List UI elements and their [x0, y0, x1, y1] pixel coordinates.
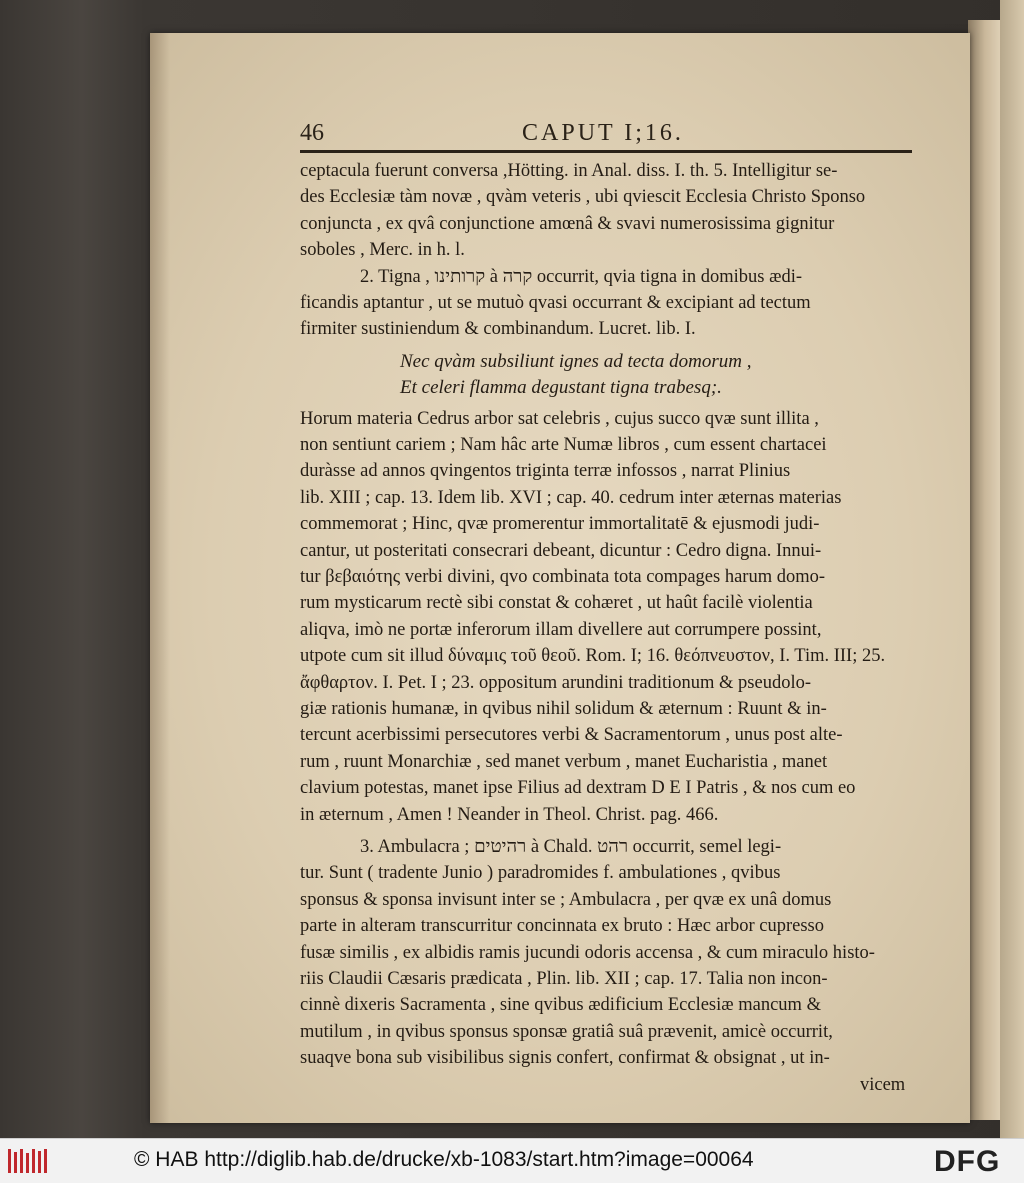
text-line: mutilum , in qvibus sponsus sponsæ gratiâ suâ prævenit, amicè occurrit,	[300, 1021, 833, 1042]
running-head: CAPUT I;16.	[522, 120, 684, 146]
text-line: Horum materia Cedrus arbor sat celebris , cujus succo qvæ sunt illita ,	[300, 408, 819, 429]
text-line: Et celeri flamma degustant tigna trabesq;.	[400, 377, 722, 399]
text-line: tur. Sunt ( tradente Junio ) paradromides f. ambulationes , qvibus	[300, 863, 781, 884]
text-line: duràsse ad annos qvingentos triginta terræ infossos , narrat Plinius	[300, 461, 791, 482]
page-gutter-shadow	[150, 33, 170, 1123]
body-text	[300, 160, 920, 1095]
text-line: cinnè dixeris Sacramenta , sine qvibus ædificium Ecclesiæ mancum &	[300, 995, 821, 1016]
text-line: clavium potestas, manet ipse Filius ad dextram D E I Patris , & nos cum eo	[300, 778, 856, 799]
text-line: vicem	[860, 1074, 906, 1095]
text-line: soboles , Merc. in h. l.	[300, 240, 465, 261]
text-line: Nec qvàm subsiliunt ignes ad tecta domorum ,	[400, 350, 752, 372]
text-line: sponsus & sponsa invisunt inter se ; Ambulacra , per qvæ ex unâ domus	[300, 889, 832, 910]
text-line: des Ecclesiæ tàm novæ , qvàm veteris , ubi qviescit Ecclesia Christo Sponso	[300, 187, 866, 208]
text-line: ficandis aptantur , ut se mutuò qvasi occurrant & excipiant ad tectum	[300, 293, 811, 313]
page-number: 46	[300, 120, 324, 146]
text-line: 2. Tigna , קרותינו à קרה occurrit, qvia tigna in domibus ædi-	[360, 266, 803, 287]
hab-logo-icon	[6, 1147, 48, 1175]
text-line: ceptacula fuerunt conversa ,Hötting. in Anal. diss. I. th. 5. Intelligitur se-	[300, 161, 838, 181]
text-line: rum , ruunt Monarchiæ , sed manet verbum , manet Eucharistia , manet	[300, 751, 828, 772]
image-citation: © HAB http://diglib.hab.de/drucke/xb-1083/start.htm?image=00064	[134, 1148, 754, 1171]
text-line: non sentiunt cariem ; Nam hâc arte Numæ libros , cum essent chartacei	[300, 435, 827, 455]
text-line: lib. XIII ; cap. 13. Idem lib. XVI ; cap. 40. cedrum inter æternas materias	[300, 487, 842, 508]
book-edge	[1000, 0, 1024, 1138]
text-line: cantur, ut posteritati consecrari debeant, dicuntur : Cedro digna. Innui-	[300, 540, 822, 561]
text-line: tur βεβαιότης verbi divini, qvo combinata tota compages harum domo-	[300, 567, 826, 587]
dfg-logo: DFG	[934, 1145, 1001, 1178]
text-line: rum mysticarum rectè sibi constat & cohæret , ut haût facilè violentia	[300, 593, 813, 614]
text-line: fusæ similis , ex albidis ramis jucundi odoris accensa , & cum miraculo histo-	[300, 942, 875, 963]
header-rule	[300, 150, 912, 153]
text-line: conjuncta , ex qvâ conjunctione amœnâ & svavi numerosissima gignitur	[300, 213, 835, 234]
text-line: giæ rationis humanæ, in qvibus nihil solidum & æternum : Ruunt & in-	[300, 699, 827, 719]
text-line: parte in alteram transcurritur concinnata ex bruto : Hæc arbor cupresso	[300, 916, 824, 937]
text-line: riis Claudii Cæsaris prædicata , Plin. lib. XII ; cap. 17. Talia non incon-	[300, 969, 828, 989]
text-line: aliqva, imò ne portæ inferorum illam divellere aut corrumpere possint,	[300, 619, 822, 640]
text-line: in æternum , Amen ! Neander in Theol. Christ. pag. 466.	[300, 804, 719, 825]
text-line: ἄφθαρτον. I. Pet. I ; 23. oppositum arundini traditionum & pseudolo-	[300, 672, 811, 693]
text-line: suaqve bona sub visibilibus signis confert, confirmat & obsignat , ut in-	[300, 1048, 830, 1069]
page-header	[300, 118, 915, 154]
text-line: firmiter sustiniendum & combinandum. Lucret. lib. I.	[300, 319, 696, 340]
text-line: commemorat ; Hinc, qvæ promerentur immortalitatē & ejusmodi judi-	[300, 514, 820, 535]
text-line: utpote cum sit illud δύναμις τοῦ θεοῦ. Rom. I; 16. θεόπνευστον, I. Tim. III; 25.	[300, 646, 886, 667]
text-line: tercunt acerbissimi persecutores verbi & Sacramentorum , unus post alte-	[300, 725, 843, 746]
viewer-footer	[0, 1138, 1024, 1183]
text-line: 3. Ambulacra ; רהיטים à Chald. רהט occurrit, semel legi-	[360, 837, 782, 857]
